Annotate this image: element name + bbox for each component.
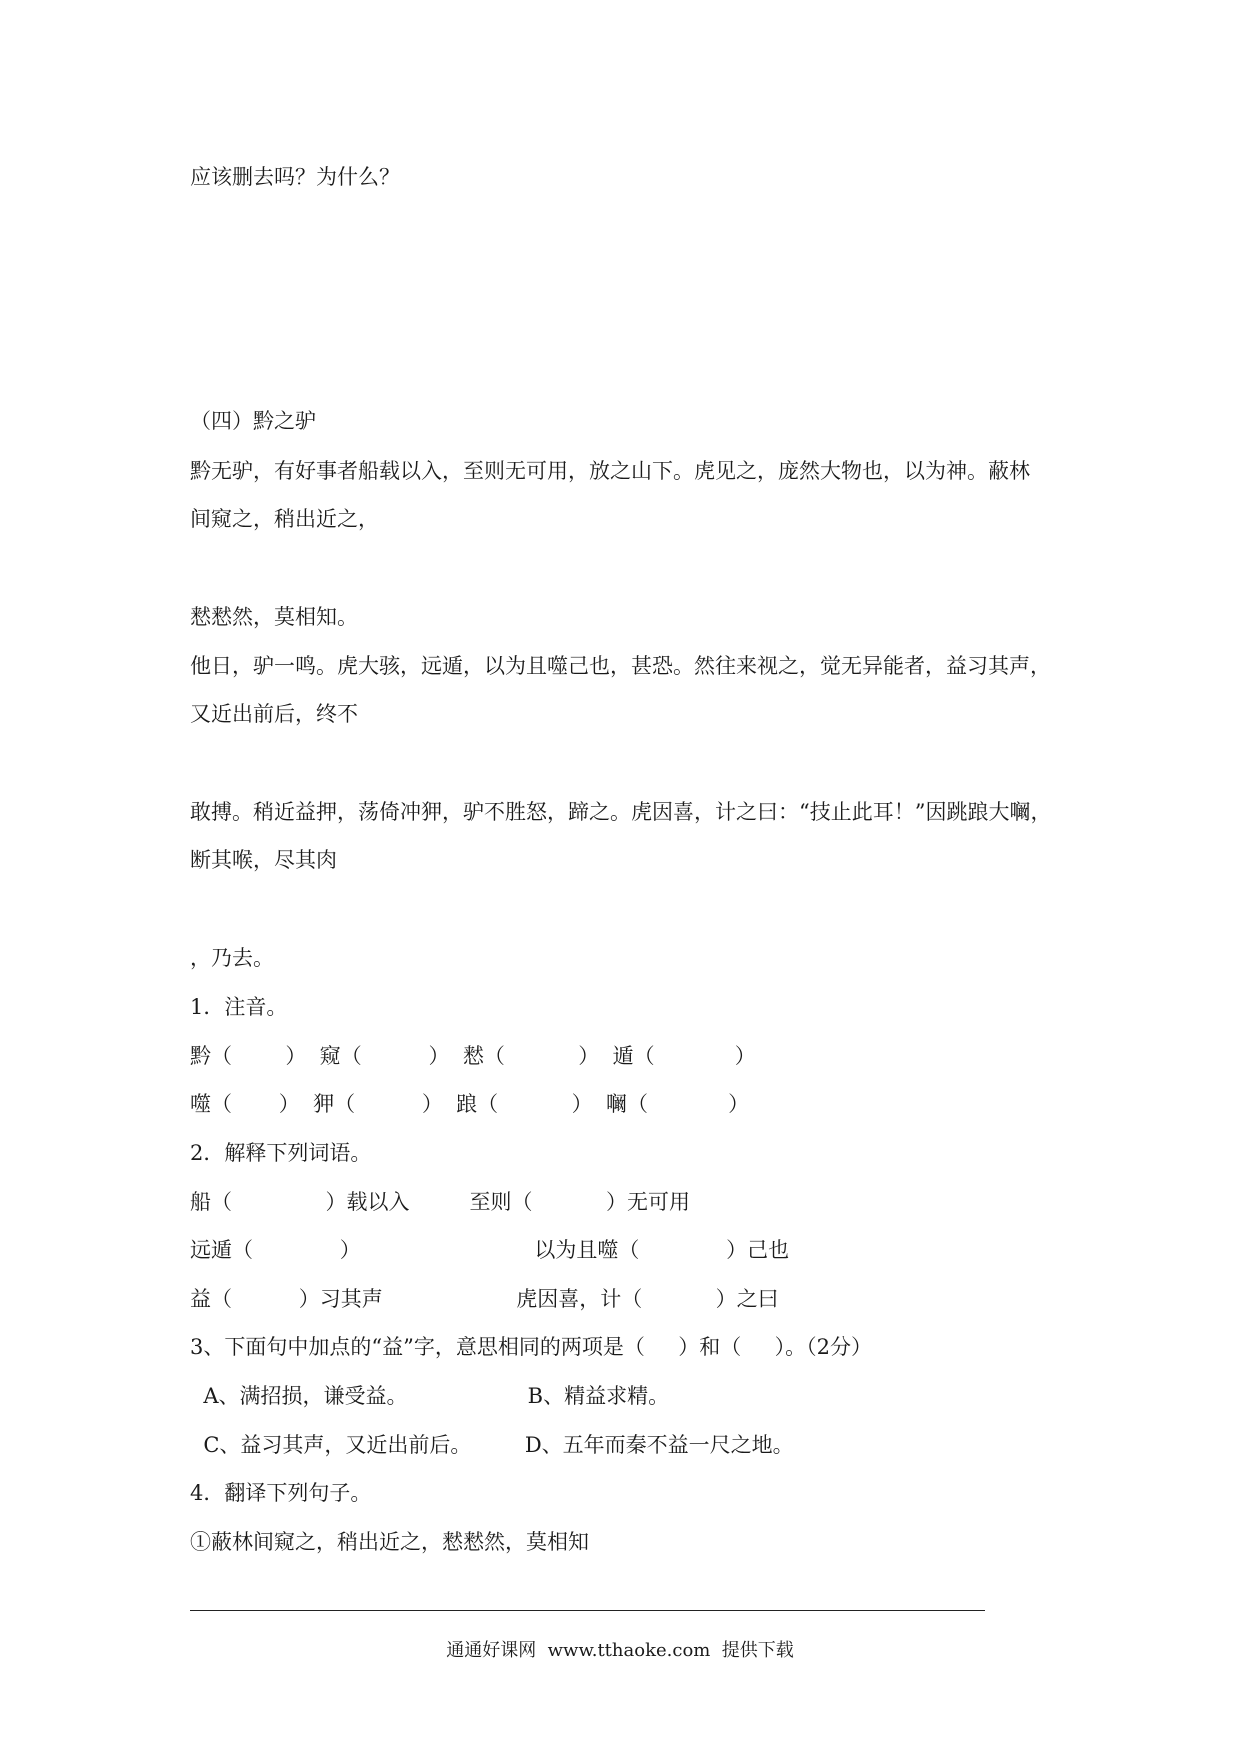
text-line: 敢搏。稍近益押，荡倚冲狎，驴不胜怒，蹄之。虎因喜，计之曰：“技止此耳！”因跳踉大㘎， bbox=[190, 800, 1052, 824]
footer-text: 通通好课网 www.tthaoke.com 提供下载 bbox=[446, 1640, 794, 1661]
question-1-row: 黔（ ） 窥（ ） 慭（ ） 遁（ ） bbox=[190, 1044, 756, 1068]
text-line: 黔无驴，有好事者船载以入，至则无可用，放之山下。虎见之，庞然大物也，以为神。蔽林 bbox=[190, 459, 1030, 483]
question-2-row: 远遁（ ） 以为且噬（ ）己也 bbox=[190, 1238, 790, 1262]
text-line: 他日，驴一鸣。虎大骇，远遁，以为且噬己也，甚恐。然往来视之，觉无异能者，益习其声， bbox=[190, 654, 1051, 678]
question-2-row: 益（ ）习其声 虎因喜，计（ ）之曰 bbox=[190, 1287, 779, 1311]
footer-divider bbox=[190, 1610, 985, 1611]
question-4-item: ①蔽林间窥之，稍出近之，慭慭然，莫相知 bbox=[190, 1530, 589, 1554]
text-line: 断其喉，尽其肉 bbox=[190, 848, 337, 872]
question-3-options: C、益习其声，又近出前后。 D、五年而秦不益一尺之地。 bbox=[190, 1433, 794, 1457]
question-3-title: 3、下面句中加点的“益”字，意思相同的两项是（ ）和（ ）。（2分） bbox=[190, 1335, 872, 1359]
text-line: 又近出前后，终不 bbox=[190, 702, 358, 726]
text-line: 应该删去吗？为什么？ bbox=[190, 165, 400, 189]
question-1-title: 1．注音。 bbox=[190, 995, 288, 1019]
question-3-options: A、满招损，谦受益。 B、精益求精。 bbox=[190, 1384, 670, 1408]
section-title: （四）黔之驴 bbox=[190, 409, 316, 433]
text-line: ，乃去。 bbox=[190, 946, 274, 970]
question-4-title: 4．翻译下列句子。 bbox=[190, 1481, 372, 1505]
text-line: 慭慭然，莫相知。 bbox=[190, 605, 358, 629]
text-line: 间窥之，稍出近之， bbox=[190, 507, 379, 531]
question-2-row: 船（ ）载以入 至则（ ）无可用 bbox=[190, 1190, 690, 1214]
question-1-row: 噬（ ） 狎（ ） 踉（ ） 㘎（ ） bbox=[190, 1092, 750, 1116]
question-2-title: 2．解释下列词语。 bbox=[190, 1141, 372, 1165]
